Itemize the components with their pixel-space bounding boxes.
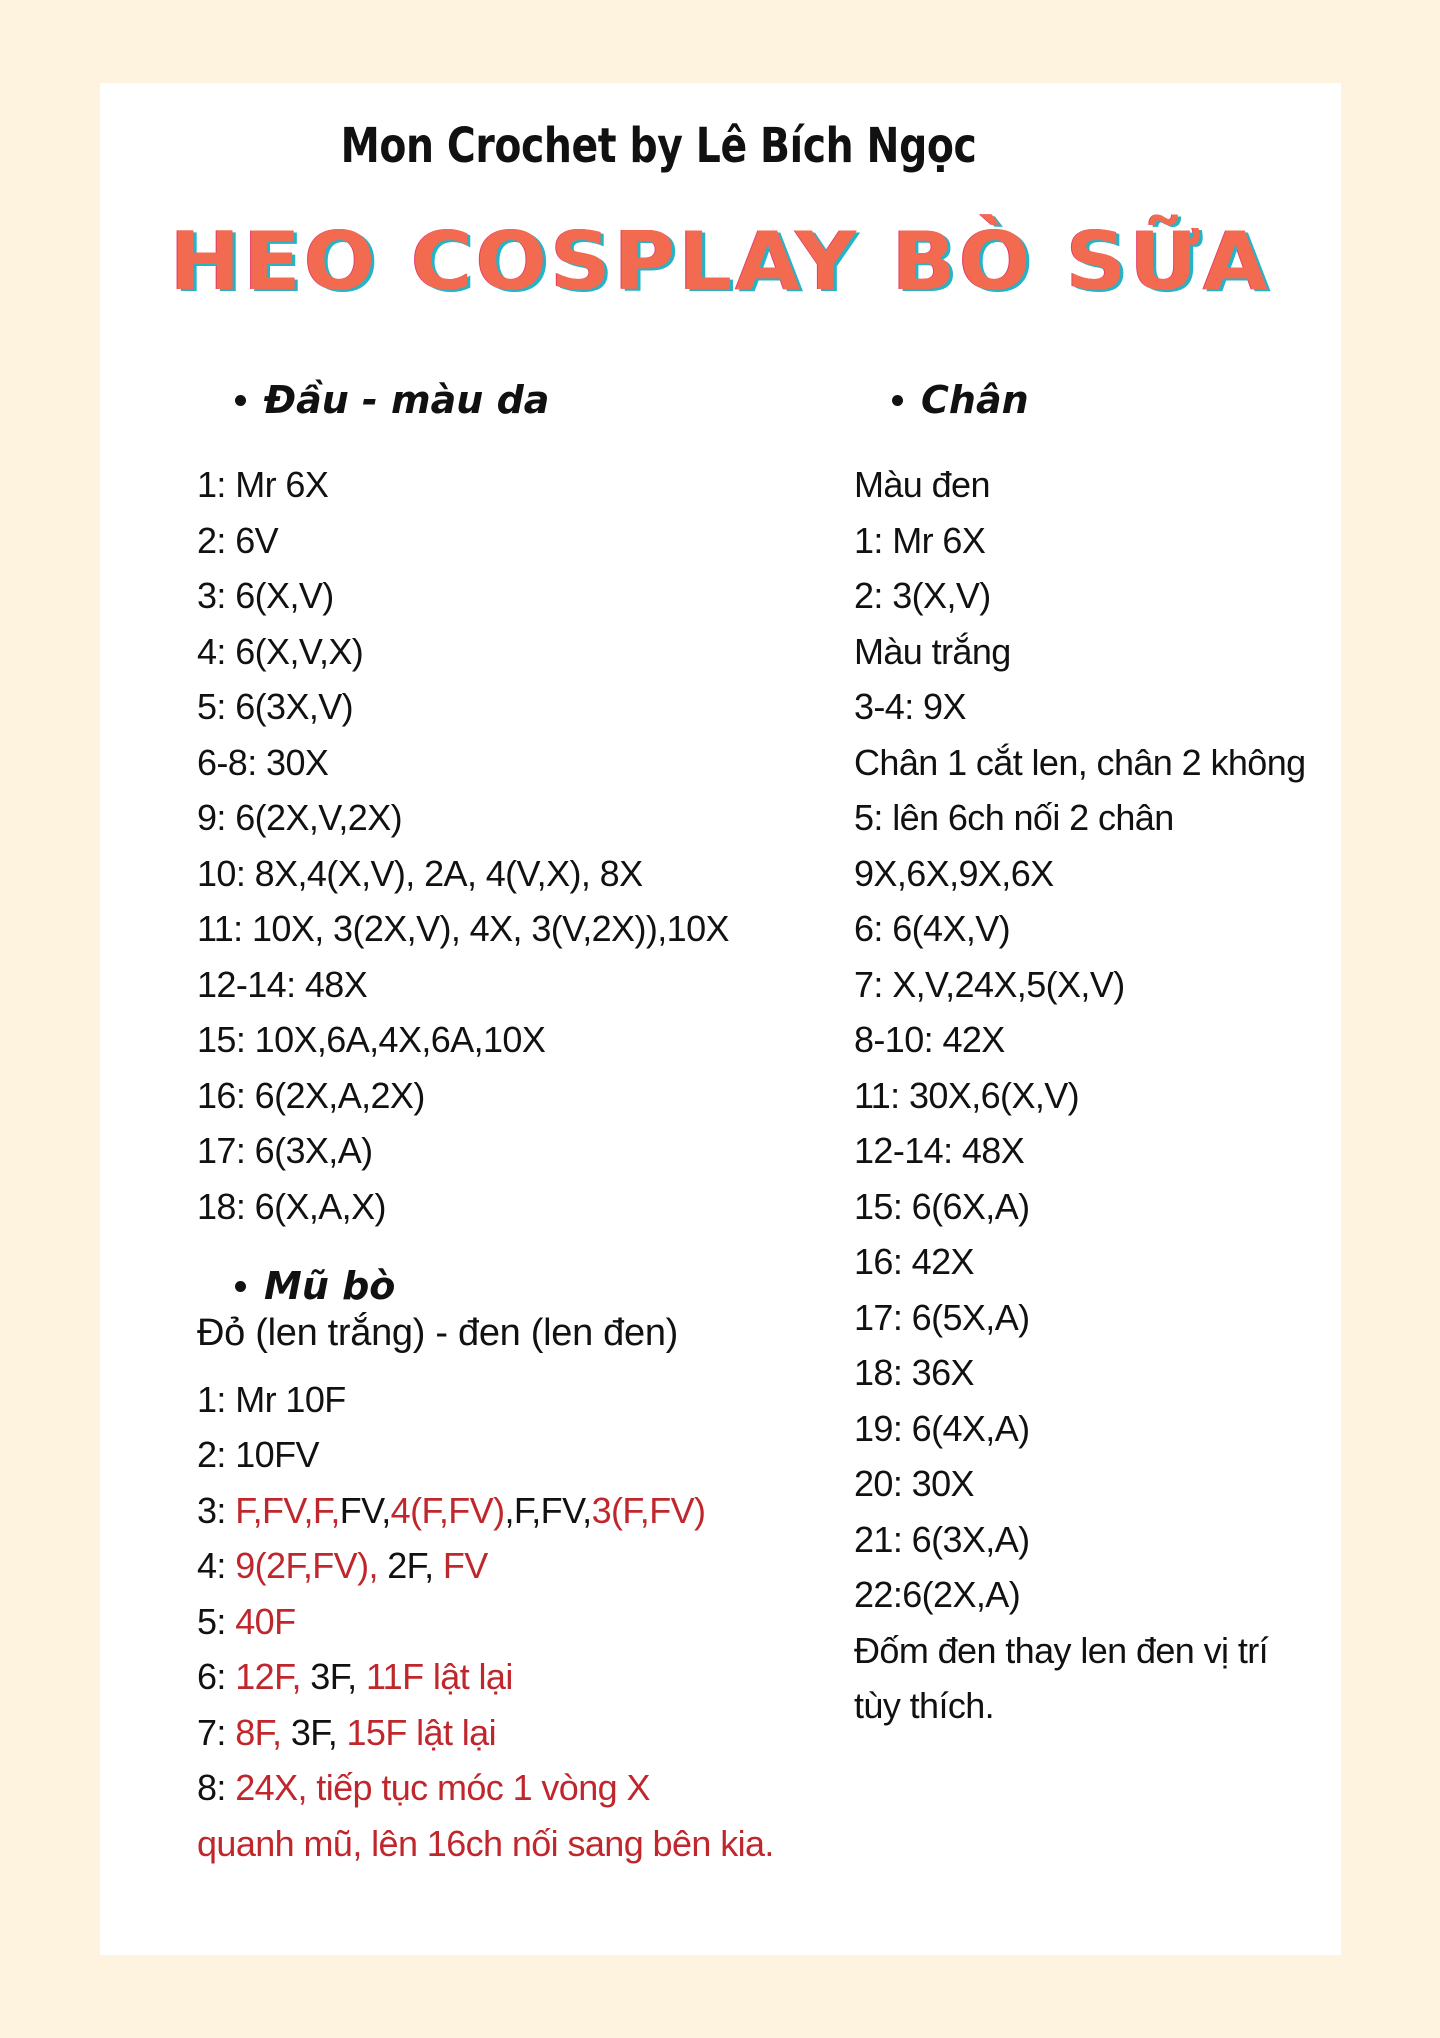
pattern-row: 9X,6X,9X,6X — [854, 852, 1054, 894]
row-segment: FV, — [339, 1489, 391, 1531]
pattern-row: tùy thích. — [854, 1685, 995, 1726]
pattern-row: Chân 1 cắt len, chân 2 không — [854, 741, 1306, 783]
pattern-row: 3-4: 9X — [854, 686, 966, 727]
row-segment: 1: Mr 10F — [197, 1378, 346, 1420]
pattern-row: Màu đen — [854, 464, 990, 505]
pattern-row: 15: 10X,6A,4X,6A,10X — [197, 1019, 546, 1060]
pattern-row: 2: 6V — [197, 519, 279, 561]
pattern-row: 1: Mr 6X — [197, 464, 329, 505]
pattern-row: 16: 6(2X,A,2X) — [197, 1074, 425, 1116]
row-segment: 15F lật lại — [346, 1711, 496, 1753]
pattern-row: 4: 6(X,V,X) — [197, 630, 364, 672]
row-segment: 3: — [197, 1489, 236, 1531]
row-segment: F,FV,F, — [235, 1489, 340, 1531]
head-rows-list — [197, 457, 757, 1234]
row-segment: 2: 10FV — [197, 1434, 319, 1475]
pattern-row: 18: 36X — [854, 1352, 974, 1393]
row-segment: 3F, — [310, 1656, 366, 1697]
pattern-row: 2: 3(X,V) — [854, 575, 991, 616]
pattern-row — [197, 1649, 757, 1705]
row-segment: 8F, — [235, 1711, 291, 1753]
pattern-row: 18: 6(X,A,X) — [197, 1185, 386, 1227]
section-heading-label: Đầu - màu da — [264, 378, 550, 422]
row-segment: 11F lật lại — [365, 1656, 513, 1697]
pattern-row: 15: 6(6X,A) — [854, 1185, 1030, 1227]
section-heading-label: Chân — [921, 378, 1029, 422]
pattern-row: 11: 10X, 3(2X,V), 4X, 3(V,2X)),10X — [197, 908, 729, 949]
pattern-row: 16: 42X — [854, 1241, 974, 1282]
pattern-row — [197, 1760, 757, 1816]
pattern-row: Màu trắng — [854, 630, 1011, 672]
pattern-row — [197, 1427, 757, 1483]
section-heading-legs — [892, 361, 1324, 439]
bullet-icon — [892, 395, 903, 406]
pattern-card — [100, 83, 1341, 1955]
pattern-row — [197, 1538, 757, 1594]
section-heading-label: Mũ bò — [264, 1264, 396, 1308]
row-segment: 3(F,FV) — [591, 1489, 706, 1531]
pattern-row — [197, 1483, 757, 1539]
pattern-row: 17: 6(3X,A) — [197, 1130, 373, 1171]
pattern-row: 1: Mr 6X — [854, 519, 986, 561]
pattern-row: 22:6(2X,A) — [854, 1574, 1021, 1615]
row-segment: FV — [442, 1545, 488, 1586]
pattern-row: 11: 30X,6(X,V) — [854, 1074, 1080, 1116]
pattern-row: 20: 30X — [854, 1463, 974, 1504]
pattern-row: 5: 6(3X,V) — [197, 686, 354, 727]
row-segment: 7: — [197, 1711, 236, 1753]
bullet-icon — [235, 1281, 246, 1292]
pattern-row — [197, 1816, 774, 1872]
pattern-row: 12-14: 48X — [197, 963, 368, 1005]
pattern-row: 6-8: 30X — [197, 741, 329, 783]
row-segment: 24X, tiếp tục móc 1 vòng X — [235, 1767, 650, 1808]
pattern-row: 8-10: 42X — [854, 1019, 1005, 1060]
pattern-row — [197, 1372, 757, 1428]
row-segment: ,F,FV, — [504, 1489, 592, 1531]
row-segment: 4(F,FV) — [390, 1489, 505, 1531]
row-segment: 4: — [197, 1545, 236, 1586]
row-segment: 12F, — [235, 1656, 311, 1697]
pattern-row: Đốm đen thay len đen vị trí — [854, 1629, 1269, 1671]
row-segment: quanh mũ, lên 16ch nối sang bên kia. — [197, 1822, 774, 1864]
pattern-row: 17: 6(5X,A) — [854, 1296, 1030, 1338]
pattern-row: 12-14: 48X — [854, 1130, 1025, 1171]
pattern-row: 9: 6(2X,V,2X) — [197, 797, 403, 838]
pattern-row: 19: 6(4X,A) — [854, 1407, 1030, 1449]
byline: Mon Crochet by Lê Bích Ngọc — [340, 118, 977, 174]
row-segment: 9(2F,FV), — [235, 1545, 388, 1586]
right-column — [854, 361, 1324, 1734]
pattern-row: 7: X,V,24X,5(X,V) — [854, 963, 1125, 1005]
pattern-row — [197, 1705, 757, 1761]
hat-color-note: Đỏ (len trắng) - đen (len đen) — [197, 1312, 679, 1354]
pattern-row: 5: lên 6ch nối 2 chân — [854, 797, 1174, 838]
section-heading-head — [235, 361, 757, 439]
row-segment: 3F, — [290, 1711, 347, 1753]
hat-rows-list — [197, 1372, 774, 1872]
leg-rows-list — [854, 457, 1324, 1734]
row-segment: 5: — [197, 1600, 236, 1642]
row-segment: 8: — [197, 1767, 236, 1808]
left-column — [197, 361, 774, 1871]
pattern-row — [197, 1594, 757, 1650]
row-segment: 6: — [197, 1656, 236, 1697]
row-segment: 40F — [235, 1600, 296, 1642]
pattern-row: 10: 8X,4(X,V), 2A, 4(V,X), 8X — [197, 852, 643, 894]
bullet-icon — [235, 395, 246, 406]
pattern-title: HEO COSPLAY BÒ SỮA — [169, 215, 1272, 308]
pattern-row: 3: 6(X,V) — [197, 575, 334, 616]
row-segment: 2F, — [387, 1545, 443, 1586]
pattern-row: 21: 6(3X,A) — [854, 1518, 1030, 1560]
pattern-row: 6: 6(4X,V) — [854, 908, 1011, 949]
